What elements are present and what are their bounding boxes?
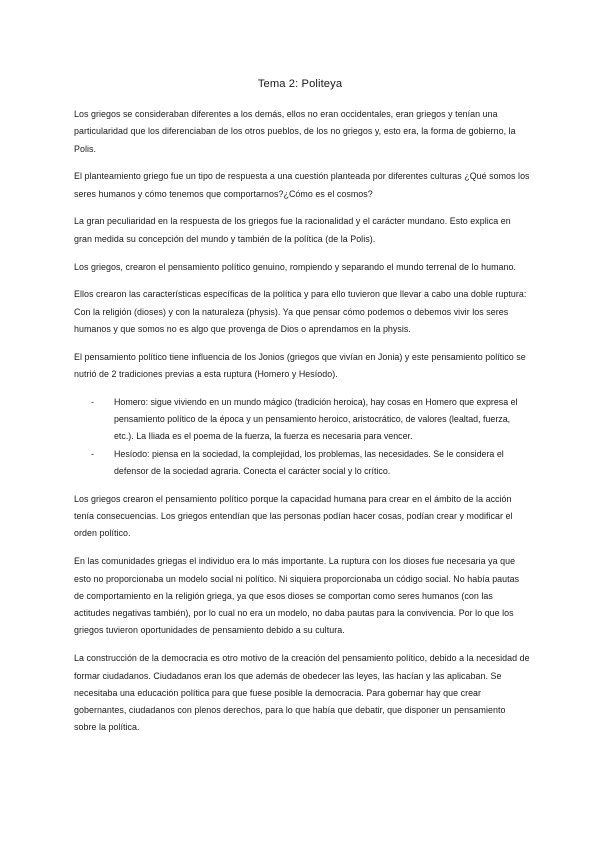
list-item-text: Hesíodo: piensa en la sociedad, la complejidad, los problemas, las necesidades. Se le considera el defensor de la sociedad agraria. Conecta el carácter social y lo crítico. (114, 448, 504, 477)
paragraph: La gran peculiaridad en la respuesta de los griegos fue la racionalidad y el carácter mundano. Esto explica en gran medida su concepción del mundo y también de la política (de la Polis). (74, 216, 511, 244)
list-item (91, 446, 530, 481)
paragraph: La construcción de la democracia es otro motivo de la creación del pensamiento político, debido a la necesidad de formar ciudadanos. Ciudadanos eran los que además de obedecer las leyes, las hacían y las aplicaban. Se necesitaba una educación política para que fuese posible la democracia. Para gobernar hay que crear gobernantes, ciudadanos con plenos derechos, para lo que había que debatir, que disponer un pensamiento sobre la política. (74, 653, 530, 733)
list-item-text: Homero: sigue viviendo en un mundo mágico (tradición heroica), hay cosas en Homero que expresa el pensamiento político de la época y un pensamiento heroico, aristocrático, de valores (lealtad, fuerza, etc.). La Iliada es el poema de la fuerza, la fuerza es necesaria para vencer. (114, 396, 518, 442)
bullet-marker: - (91, 396, 94, 407)
paragraph: El pensamiento político tiene influencia de los Jonios (griegos que vivían en Jonia) y este pensamiento político se nutrió de 2 tradiciones previas a esta ruptura (Homero y Hesíodo). (74, 351, 526, 380)
document-body (74, 106, 530, 737)
paragraph: Los griegos crearon el pensamiento político porque la capacidad humana para crear en el ámbito de la acción tenía consecuencias. Los griegos entendían que las personas podían hacer cosas, podían crear y modificar el orden político. (74, 493, 513, 539)
paragraph: Los griegos, crearon el pensamiento político genuino, rompiendo y separando el mundo terrenal de lo humano. (74, 261, 516, 272)
list-item (91, 394, 530, 446)
paragraph: En las comunidades griegas el individuo era lo más importante. La ruptura con los dioses fue necesaria ya que esto no proporcionaba un modelo social ni político. Ni siquiera proporcionaba un código social. No había pautas de comportamiento en la religión griega, ya que esos dioses se comportan como seres humanos (con las actitudes negativas también), por lo cual no era un modelo, no daba pautas para la convivencia. Por lo que los griegos tuvieron oportunidades de pensamiento debido a su cultura. (74, 556, 520, 636)
bullet-marker: - (91, 448, 94, 459)
paragraph: El planteamiento griego fue un tipo de respuesta a una cuestión planteada por diferentes culturas ¿Qué somos los seres humanos y cómo tenemos que comportarnos?¿Cómo es el cosmos? (74, 171, 530, 199)
document-title: Tema 2: Politeya (257, 78, 343, 90)
paragraph: Ellos crearon las características específicas de la política y para ello tuvieron que llevar a cabo una doble ruptura: Con la religión (dioses) y con la naturaleza (physis). Ya que pensar cómo podemos o debemos vivir los seres humanos y que somos no es algo que provenga de Dios o aprendamos en la physis. (74, 289, 527, 334)
bullet-list (74, 394, 530, 480)
paragraph: Los griegos se consideraban diferentes a los demás, ellos no eran occidentales, eran griegos y tenían una particularidad que los diferenciaban de los otros pueblos, de los no griegos y, esto era, la forma de gobierno, la Polis. (74, 109, 516, 154)
